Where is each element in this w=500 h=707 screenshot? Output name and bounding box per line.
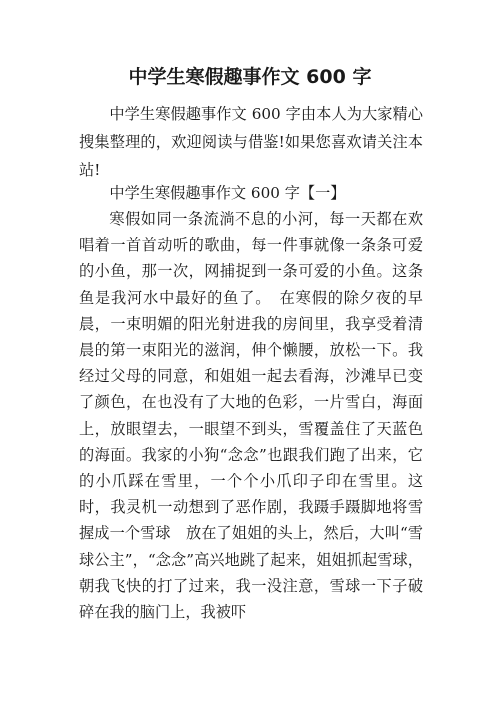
- intro-paragraph: 中学生寒假趣事作文 600 字由本人为大家精心搜集整理的，欢迎阅读与借鉴!如果您喜欢请关注本站!: [79, 105, 423, 179]
- page-title: 中学生寒假趣事作文 600 字: [128, 66, 372, 88]
- body-paragraph: 寒假如同一条流淌不息的小河，每一天都在欢唱着一首首动听的歌曲，每一件事就像一条条可爱的小鱼，那一次，网捕捉到一条可爱的小鱼。这条鱼是我河水中最好的鱼了。 在寒假的除夕夜的早晨，一束明媚的阳光射进我的房间里，我享受着清晨的第一束阳光的滋润，伸个懒腰，放松一下。我经过父母的同意，和姐姐一起去看海，沙滩早已变了颜色，在也没有了大地的色彩，一片雪白，海面上，放眼望去，一眼望不到头，雪覆盖住了天蓝色的海面。我家的小狗“念念”也跟我们跑了出来，它的小爪踩在雪里，一个个小爪印子印在雪里。这时，我灵机一动想到了恶作剧，我蹑手蹑脚地将雪握成一个雪球 放在了姐姐的头上，然后，大叫“雪球公主”，“念念”高兴地跳了起来，姐姐抓起雪球，朝我飞快的打了过来，我一没注意，雪球一下子破 碎在我的脑门上，我被吓: [79, 210, 439, 622]
- section-heading: 中学生寒假趣事作文 600 字【一】: [109, 184, 346, 202]
